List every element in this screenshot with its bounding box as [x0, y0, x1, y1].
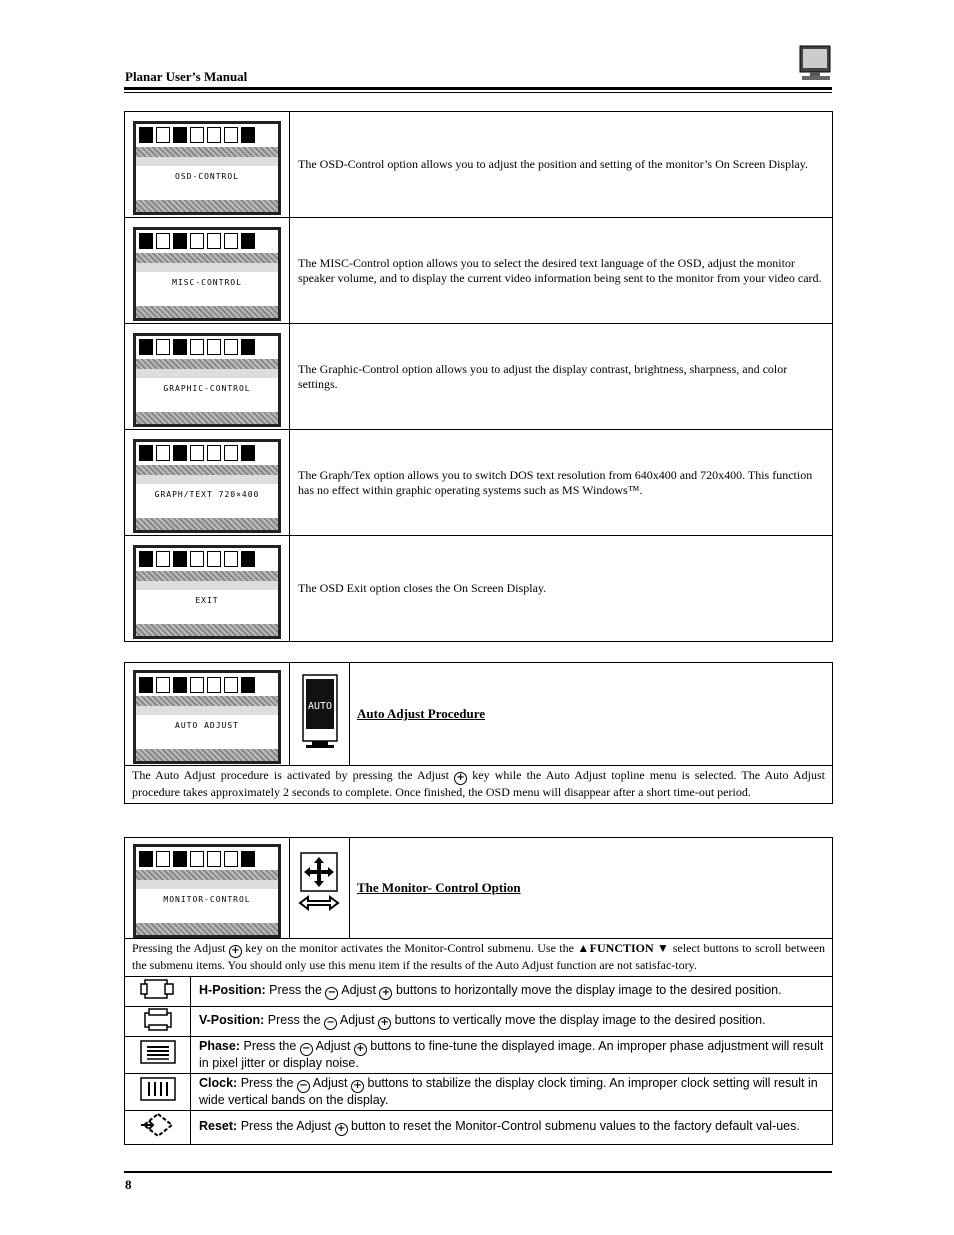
- osd-screen: [133, 227, 281, 321]
- auto-adjust-title: Auto Adjust Procedure: [357, 706, 486, 721]
- header-rule-thick: [124, 87, 832, 90]
- plus-button-icon: +: [229, 945, 242, 958]
- osd-screen: [133, 439, 281, 533]
- osd-screen-label: AUTO ADJUST: [175, 721, 239, 730]
- monitor-control-table: [124, 837, 833, 1145]
- osd-screen-label: OSD-CONTROL: [175, 171, 239, 181]
- page-number: 8: [125, 1177, 132, 1192]
- osd-screen-cell: [125, 536, 290, 642]
- menu-row: [125, 430, 833, 536]
- monitor-control-item: [125, 1036, 833, 1073]
- osd-screen: [133, 545, 281, 639]
- osd-screen-label: EXIT: [195, 595, 219, 605]
- osd-screen-label: GRAPHIC-CONTROL: [163, 383, 251, 393]
- phase-icon: [139, 1052, 177, 1069]
- menu-description: The OSD Exit option closes the On Screen Display.: [290, 536, 833, 642]
- reset-icon-cell: [125, 1110, 191, 1144]
- header-rule-thin: [124, 92, 832, 93]
- h-position-icon: [139, 988, 177, 1005]
- plus-button-icon: +: [378, 1017, 391, 1030]
- osd-screen-cell: [125, 430, 290, 536]
- osd-screen-auto-adjust: [133, 670, 281, 764]
- osd-screen-cell: [125, 663, 290, 766]
- osd-screen-label: MISC-CONTROL: [172, 277, 242, 287]
- monitor-control-item-text: Phase: Press the − Adjust + buttons to fine-tune the displayed image. An improper phase adjustment will result in pixel jitter or display noise.: [191, 1036, 833, 1073]
- reset-icon: [139, 1126, 177, 1143]
- monitor-control-item: [125, 1006, 833, 1036]
- auto-adjust-table: [124, 662, 833, 804]
- osd-screen-label: MONITOR-CONTROL: [163, 895, 251, 904]
- plus-button-icon: +: [351, 1080, 364, 1093]
- move-icon-cell: [290, 838, 350, 939]
- plus-button-icon: +: [379, 987, 392, 1000]
- monitor-control-item-text: H-Position: Press the − Adjust + buttons to horizontally move the display image to the desired position.: [191, 976, 833, 1006]
- monitor-control-item: [125, 1073, 833, 1110]
- osd-screen-monitor-control: [133, 844, 281, 938]
- v-position-icon-cell: [125, 1006, 191, 1036]
- osd-screen-cell: [125, 838, 290, 939]
- manual-title: Planar User’s Manual: [125, 69, 248, 84]
- monitor-control-item: [125, 1110, 833, 1144]
- monitor-control-description: Pressing the Adjust + key on the monitor activates the Monitor-Control submenu. Use the ▲FUNCTION ▼ select buttons to scroll between the submenu items. You should only use this menu item if the results of the Auto Adjust function are not satisfac-tory.: [125, 939, 833, 977]
- minus-button-icon: −: [324, 1017, 337, 1030]
- v-position-icon: [139, 1018, 177, 1035]
- menu-description: The MISC-Control option allows you to select the desired text language of the OSD, adjust the monitor speaker volume, and to display the current video information being sent to the monitor from your video card.: [290, 218, 833, 324]
- monitor-control-item-text: Reset: Press the Adjust + button to reset the Monitor-Control submenu values to the factory default val-ues.: [191, 1110, 833, 1144]
- move-arrows-icon: [298, 851, 342, 921]
- osd-screen: [133, 121, 281, 215]
- clock-icon-cell: [125, 1073, 191, 1110]
- minus-button-icon: −: [325, 987, 338, 1000]
- osd-screen-cell: [125, 324, 290, 430]
- menu-description: The Graphic-Control option allows you to adjust the display contrast, brightness, sharpness, and color settings.: [290, 324, 833, 430]
- monitor-control-item-text: Clock: Press the − Adjust + buttons to stabilize the display clock timing. An improper clock setting will result in wide vertical bands on the display.: [191, 1073, 833, 1110]
- monitor-control-title: The Monitor- Control Option: [357, 880, 521, 895]
- menu-row: [125, 218, 833, 324]
- menu-row: [125, 324, 833, 430]
- auto-adjust-description: The Auto Adjust procedure is activated by pressing the Adjust + key while the Auto Adjust topline menu is selected. The Auto Adjust procedure takes approximately 2 seconds to complete. Once finished, the OSD menu will disappear after a short time-out period.: [125, 766, 833, 804]
- auto-icon-cell: [290, 663, 350, 766]
- minus-button-icon: −: [297, 1080, 310, 1093]
- osd-screen: [133, 333, 281, 427]
- osd-menu-table: [124, 111, 833, 642]
- auto-icon-text: AUTO: [307, 700, 332, 712]
- menu-row: [125, 536, 833, 642]
- menu-description: The Graph/Tex option allows you to switch DOS text resolution from 640x400 and 720x400. This function has no effect within graphic operating systems such as MS Windows™.: [290, 430, 833, 536]
- osd-screen-cell: [125, 218, 290, 324]
- menu-row: [125, 112, 833, 218]
- monitor-control-item: [125, 976, 833, 1006]
- osd-screen-label: GRAPH/TEXT 720×400: [154, 489, 260, 499]
- menu-description: The OSD-Control option allows you to adjust the position and setting of the monitor’s On Screen Display.: [290, 112, 833, 218]
- plus-button-icon: +: [335, 1123, 348, 1136]
- minus-button-icon: −: [300, 1043, 313, 1056]
- monitor-icon: [798, 44, 834, 82]
- plus-button-icon: +: [454, 772, 467, 785]
- phase-icon-cell: [125, 1036, 191, 1073]
- footer-rule: [124, 1171, 832, 1173]
- auto-monitor-icon: [300, 673, 340, 751]
- monitor-control-item-text: V-Position: Press the − Adjust + buttons to vertically move the display image to the desired position.: [191, 1006, 833, 1036]
- osd-screen-cell: [125, 112, 290, 218]
- h-position-icon-cell: [125, 976, 191, 1006]
- clock-icon: [139, 1089, 177, 1106]
- plus-button-icon: +: [354, 1043, 367, 1056]
